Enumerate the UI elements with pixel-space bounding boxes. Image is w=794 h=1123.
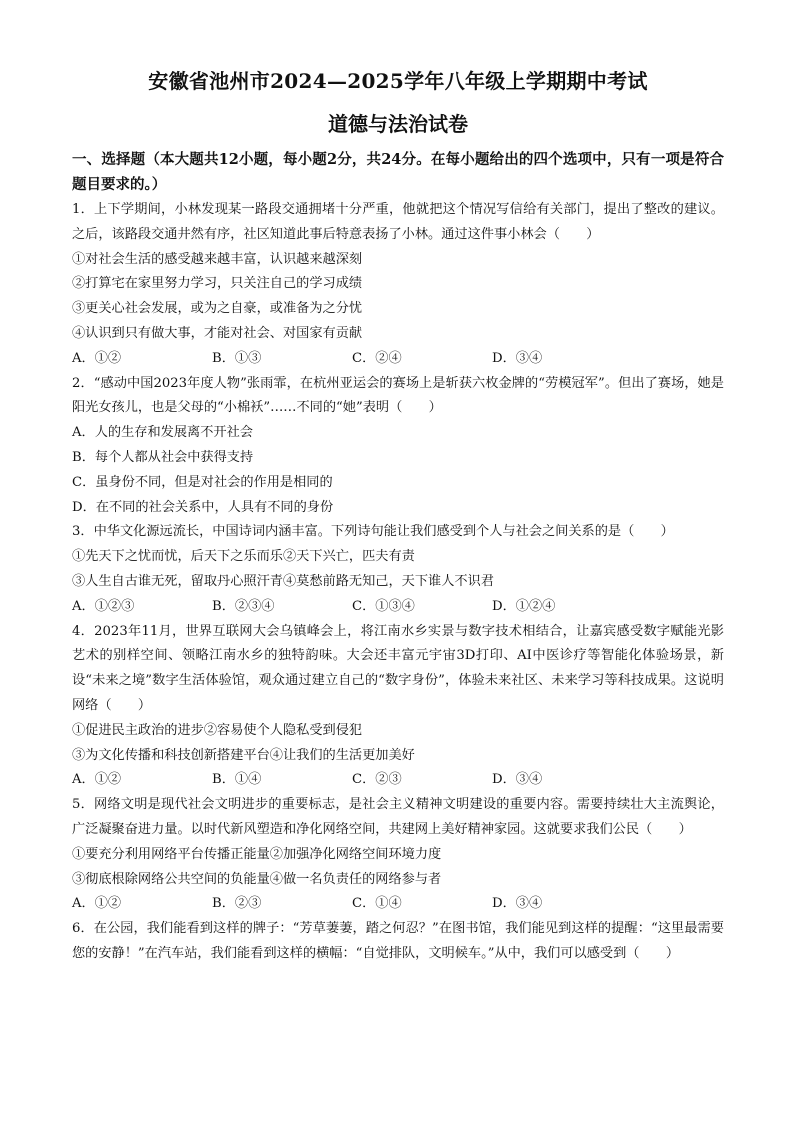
option-a[interactable]: A．人的生存和发展离不开社会 (72, 425, 253, 441)
option-b[interactable]: B．②③④ (212, 598, 275, 614)
statement: ①先天下之忧而忧，后天下之乐而乐②天下兴亡，匹夫有责 (72, 549, 415, 565)
option-c[interactable]: C．①③④ (352, 598, 415, 614)
statement: ③人生自古谁无死，留取丹心照汗青④莫愁前路无知己，天下谁人不识君 (72, 573, 494, 589)
question-stem: 2．“感动中国2023年度人物”张雨霏，在杭州亚运会的赛场上是斩获六枚金牌的“劳模冠军”。但出了赛场，她是阳光女孩儿，也是父母的“小棉袄”……不同的“她”表明（ ） (72, 375, 724, 416)
statement: ②打算宅在家里努力学习，只关注自己的学习成绩 (72, 276, 363, 292)
question-stem: 4．2023年11月，世界互联网大会乌镇峰会上，将江南水乡实景与数字技术相结合，让嘉宾感受数字赋能光影艺术的别样空间、领略江南水乡的独特韵味。大会还丰富元宇宙3D打印、AI中医诊疗等智能化体验场景，新设“未来之境”数字生活体验馆，观众通过建立自己的“数字身份”，体验未来社区、未来学习等科技成果。这说明网络（ ） (72, 623, 724, 713)
option-b[interactable]: B．①③ (212, 350, 262, 366)
question-6 (72, 917, 724, 967)
option-d[interactable]: D．①②④ (492, 598, 556, 614)
exam-page (72, 66, 724, 967)
option-a[interactable]: A．①② (72, 350, 122, 366)
question-1 (72, 198, 724, 372)
question-stem: 5．网络文明是现代社会文明进步的重要标志，是社会主义精神文明建设的重要内容。需要持续壮大主流舆论，广泛凝聚奋进力量。以时代新风塑造和净化网络空间，共建网上美好精神家园。这就要求我们公民（ ） (72, 797, 724, 837)
statement: ①促进民主政治的进步②容易使个人隐私受到侵犯 (72, 722, 363, 738)
question-stem: 1．上下学期间，小林发现某一路段交通拥堵十分严重，他就把这个情况写信给有关部门，提出了整改的建议。之后，该路段交通井然有序，社区知道此事后特意表扬了小林。通过这件事小林会（ ） (72, 202, 724, 242)
option-a[interactable]: A．①②③ (72, 598, 135, 614)
option-c[interactable]: C．②④ (352, 350, 402, 366)
question-5 (72, 793, 724, 917)
option-b[interactable]: B．②③ (212, 896, 262, 912)
statement: ④认识到只有做大事，才能对社会、对国家有贡献 (72, 325, 363, 341)
exam-title: 安徽省池州市2024—2025学年八年级上学期期中考试 (148, 69, 648, 93)
option-c[interactable]: C．虽身份不同，但是对社会的作用是相同的 (72, 474, 333, 490)
option-a[interactable]: A．①② (72, 896, 122, 912)
answer-options (72, 347, 724, 372)
section-header: 一、选择题（本大题共12小题，每小题2分，共24分。在每小题给出的四个选项中，只有一项是符合题目要求的。） (72, 151, 724, 193)
statement: ③为文化传播和科技创新搭建平台④让我们的生活更加美好 (72, 747, 415, 763)
statement: ③彻底根除网络公共空间的负能量④做一名负责任的网络参与者 (72, 871, 442, 887)
question-4 (72, 620, 724, 794)
question-3 (72, 520, 724, 619)
question-stem: 3．中华文化源远流长，中国诗词内涵丰富。下列诗句能让我们感受到个人与社会之间关系的是（ ） (72, 524, 674, 540)
statement: ①要充分利用网络平台传播正能量②加强净化网络空间环境力度 (72, 846, 442, 862)
option-b[interactable]: B．每个人都从社会中获得支持 (72, 449, 254, 465)
option-b[interactable]: B．①④ (212, 772, 262, 788)
option-d[interactable]: D．在不同的社会关系中，人具有不同的身份 (72, 499, 334, 515)
question-stem: 6．在公园，我们能看到这样的牌子：“芳草萋萋，踏之何忍？”在图书馆，我们能见到这样的提醒：“这里最需要您的安静！”在汽车站，我们能看到这样的横幅：“自觉排队，文明候车。”从中，我们可以感受到（ ） (72, 921, 724, 961)
answer-options (72, 768, 724, 793)
option-d[interactable]: D．③④ (492, 350, 543, 366)
option-d[interactable]: D．③④ (492, 896, 543, 912)
question-2 (72, 372, 724, 521)
statement: ①对社会生活的感受越来越丰富，认识越来越深刻 (72, 251, 363, 267)
answer-options (72, 595, 724, 620)
statement: ③更关心社会发展，或为之自豪，或准备为之分忧 (72, 301, 363, 317)
option-c[interactable]: C．①④ (352, 896, 402, 912)
answer-options (72, 892, 724, 917)
option-c[interactable]: C．②③ (352, 772, 402, 788)
option-d[interactable]: D．③④ (492, 772, 543, 788)
exam-subtitle: 道德与法治试卷 (328, 112, 468, 136)
option-a[interactable]: A．①② (72, 772, 122, 788)
